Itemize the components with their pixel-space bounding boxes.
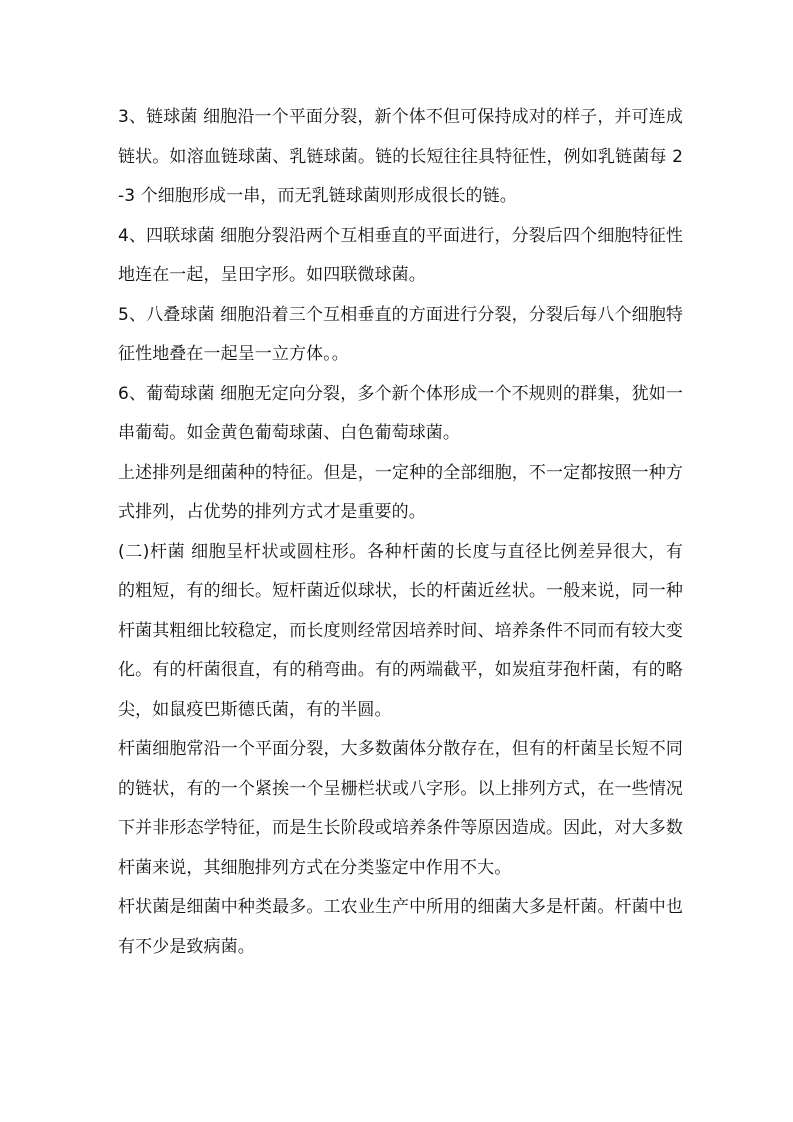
paragraph-sarcina: 5、八叠球菌 细胞沿着三个互相垂直的方面进行分裂，分裂后每八个细胞特征性地叠在一起呈一立方体。。 — [118, 304, 683, 364]
paragraph-arrangement-note: 上述排列是细菌种的特征。但是，一定种的全部细胞，不一定都按照一种方式排列，占优势的排列方式才是重要的。 — [118, 462, 683, 522]
paragraph-bacillus-summary: 杆状菌是细菌中种类最多。工农业生产中所用的细菌大多是杆菌。杆菌中也有不少是致病菌。 — [118, 897, 683, 957]
paragraph-tetrad: 4、四联球菌 细胞分裂沿两个互相垂直的平面进行，分裂后四个细胞特征性地连在一起，呈田字形。如四联微球菌。 — [118, 225, 683, 285]
paragraph-bacillus-division: 杆菌细胞常沿一个平面分裂，大多数菌体分散存在，但有的杆菌呈长短不同的链状，有的一个紧挨一个呈栅栏状或八字形。以上排列方式，在一些情况下并非形态学特征，而是生长阶段或培养条件等原因造成。因此，对大多数杆菌来说，其细胞排列方式在分类鉴定中作用不大。 — [118, 739, 683, 878]
paragraph-streptococcus: 3、链球菌 细胞沿一个平面分裂，新个体不但可保持成对的样子，并可连成链状。如溶血链球菌、乳链球菌。链的长短往往具特征性，例如乳链菌每 2-3 个细胞形成一串，而无乳链球菌则形成很长的链。 — [118, 107, 683, 206]
paragraph-staphylococcus: 6、葡萄球菌 细胞无定向分裂，多个新个体形成一个不规则的群集，犹如一串葡萄。如金黄色葡萄球菌、白色葡萄球菌。 — [118, 383, 683, 443]
document-body — [118, 98, 683, 967]
paragraph-bacillus: (二)杆菌 细胞呈杆状或圆柱形。各种杆菌的长度与直径比例差异很大，有的粗短，有的细长。短杆菌近似球状，长的杆菌近丝状。一般来说，同一种杆菌其粗细比较稳定，而长度则经常因培养时间、培养条件不同而有较大变化。有的杆菌很直，有的稍弯曲。有的两端截平，如炭疽芽孢杆菌，有的略尖，如鼠疫巴斯德氏菌，有的半圆。 — [118, 541, 683, 720]
